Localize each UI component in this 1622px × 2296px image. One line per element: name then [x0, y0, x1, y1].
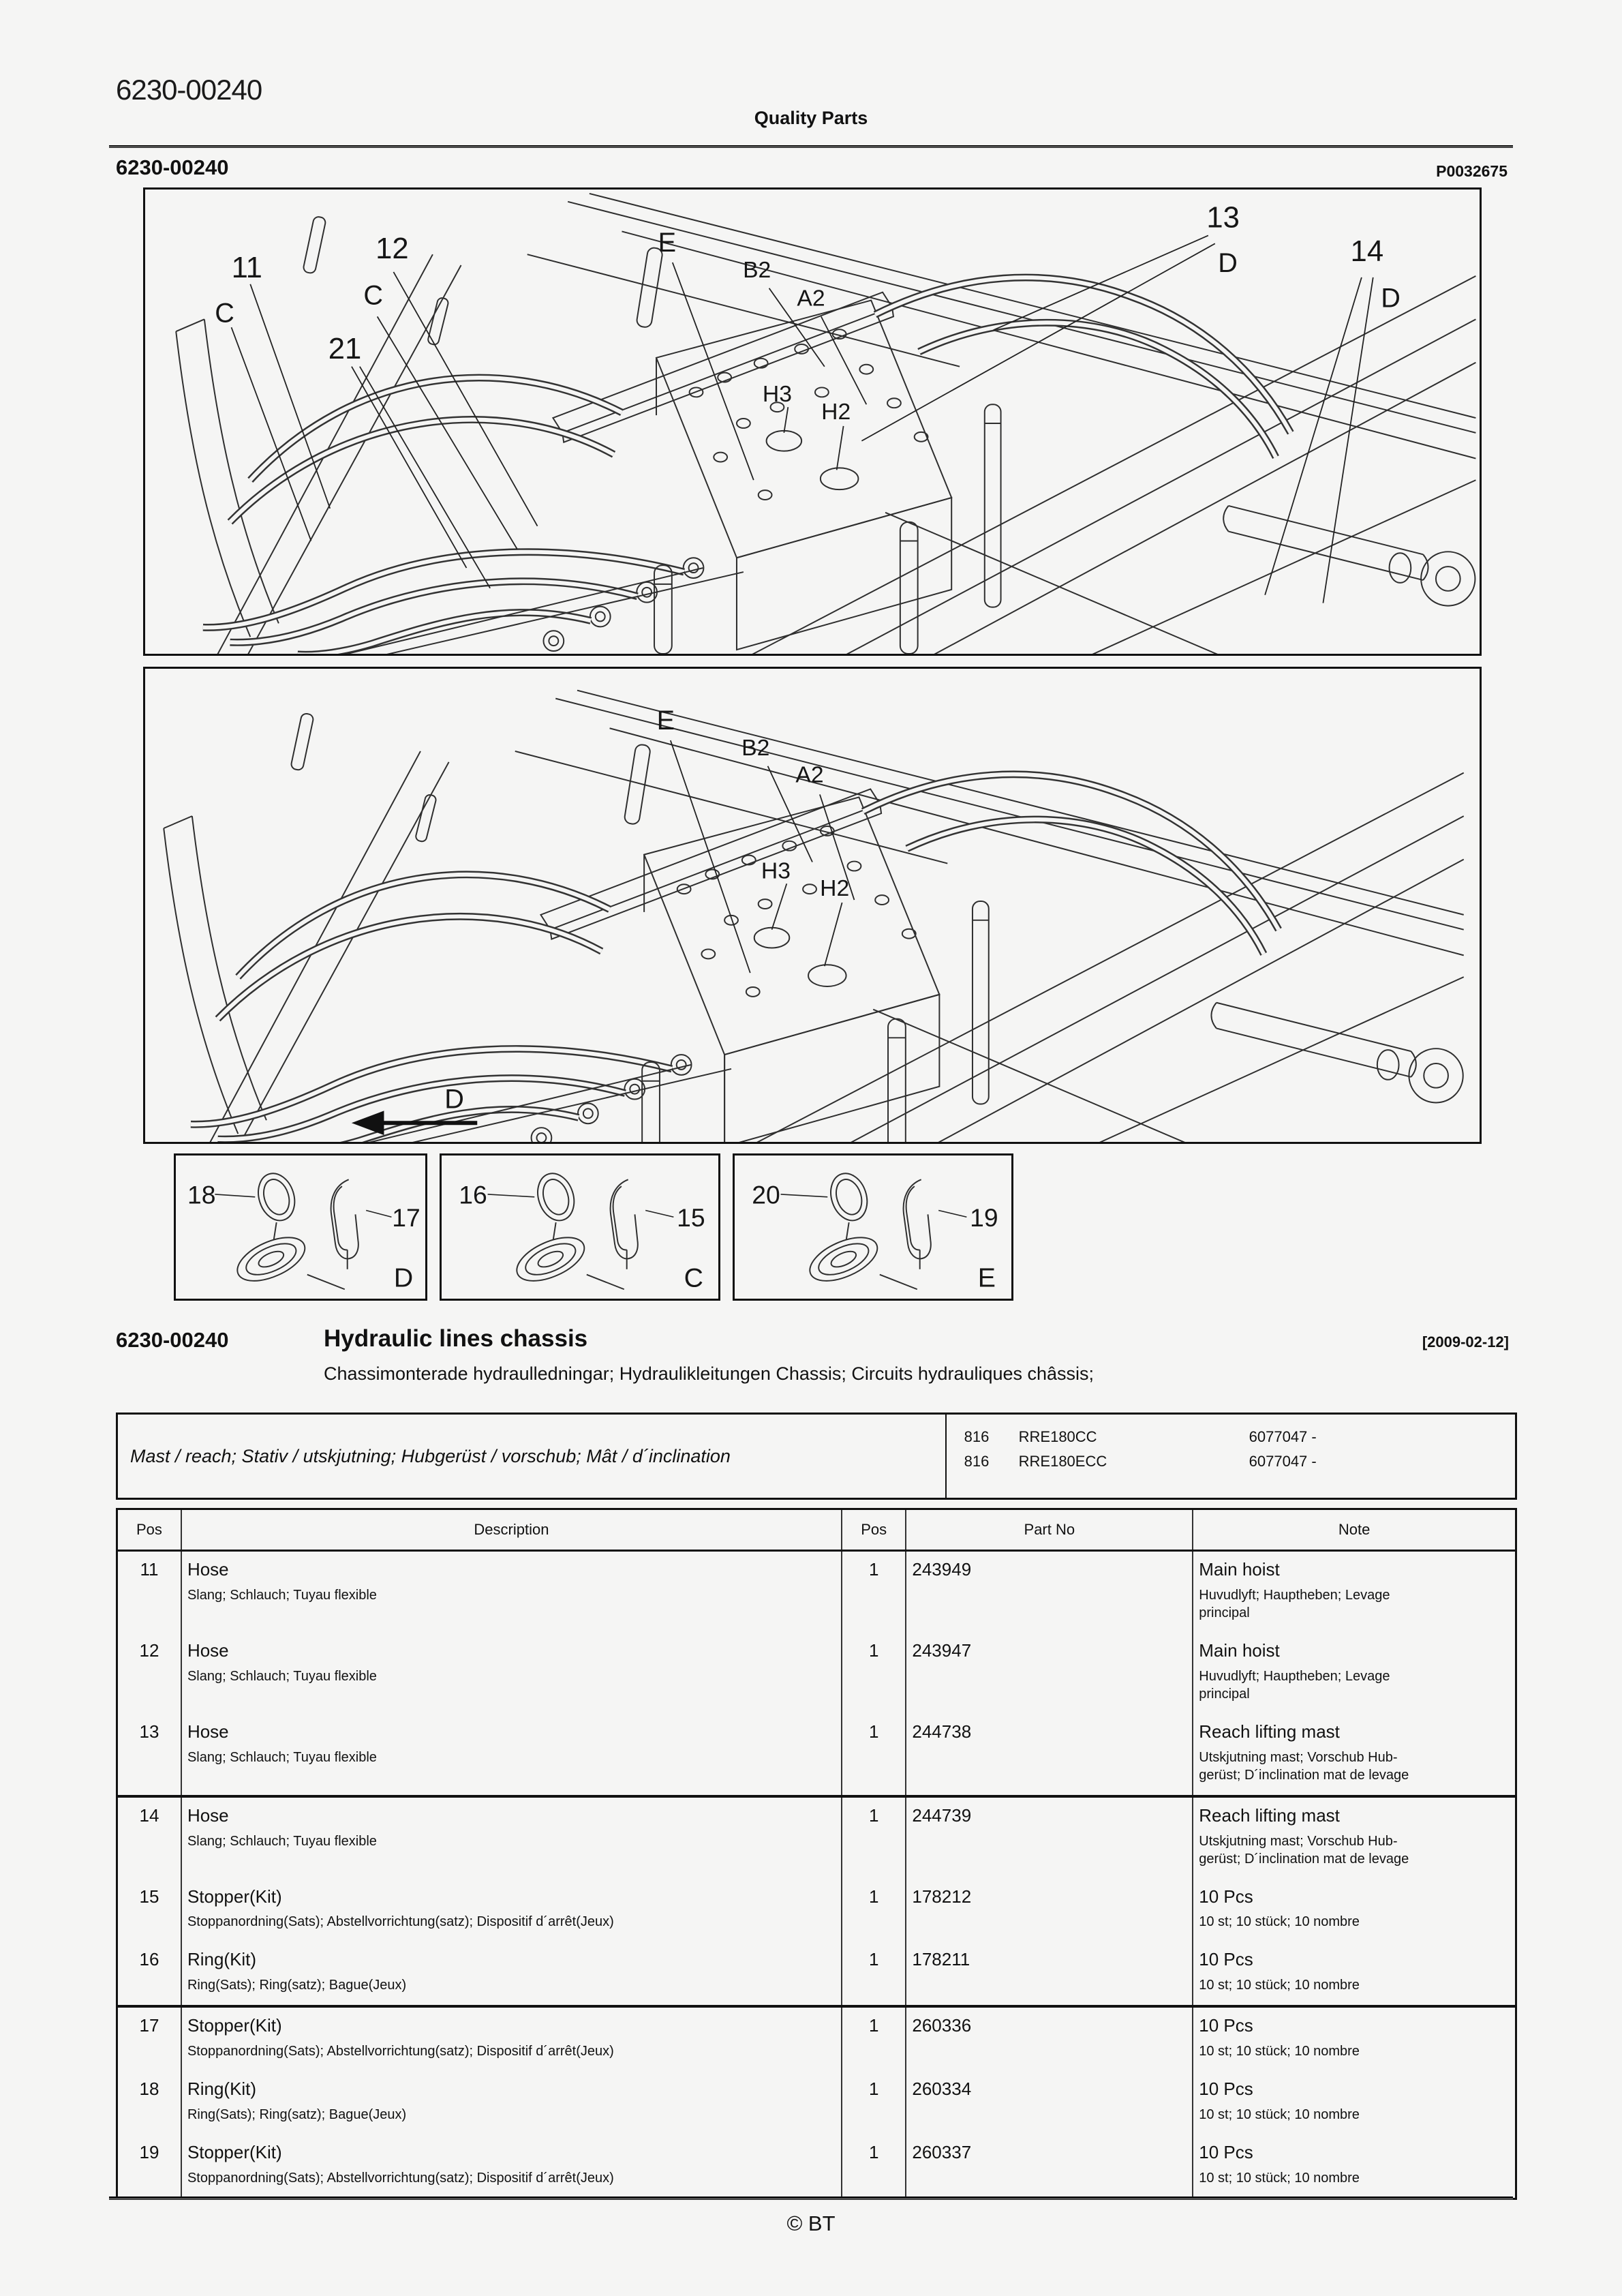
detail-ring-number-e: 20 — [752, 1180, 780, 1209]
cell-part-number: 243949 — [906, 1551, 1193, 1633]
cell-note: Main hoist Huvudlyft; Hauptheben; Levage principal — [1193, 1633, 1516, 1714]
cell-quantity: 1 — [842, 1942, 906, 2006]
cell-part-number: 244738 — [906, 1714, 1193, 1796]
copyright: © BT — [786, 2211, 836, 2235]
table-header-row — [117, 1509, 1516, 1551]
cell-part-number: 260334 — [906, 2071, 1193, 2134]
model-serial: 6077047 - — [1249, 1453, 1317, 1470]
cell-pos: 11 — [140, 1559, 159, 1580]
cell-note: 10 Pcs 10 st; 10 stück; 10 nombre — [1193, 1879, 1516, 1942]
callout-view-d-13: D — [1218, 247, 1238, 278]
callout-view-d-14: D — [1381, 283, 1401, 314]
table-row — [117, 1942, 1516, 2006]
cell-quantity: 1 — [842, 1879, 906, 1942]
cell-note: Reach lifting mast Utskjutning mast; Vorschub Hub-gerüst; D´inclination mat de levage — [1193, 1714, 1516, 1796]
detail-clip-number-e: 19 — [970, 1203, 998, 1233]
cell-description: Hose Slang; Schlauch; Tuyau flexible — [181, 1633, 842, 1714]
detail-box-c — [440, 1153, 720, 1301]
cell-quantity: 1 — [842, 1551, 906, 1633]
section-title: Hydraulic lines chassis — [324, 1325, 588, 1352]
column-header-pos: Pos — [117, 1509, 181, 1551]
cell-description: Stopper(Kit) Stoppanordning(Sats); Abstellvorrichtung(satz); Dispositif d´arrêt(Jeux) — [181, 2006, 842, 2071]
callout-11: 11 — [231, 251, 262, 284]
model-serial: 6077047 - — [1249, 1428, 1317, 1445]
model-name: RRE180CC — [1018, 1428, 1097, 1445]
detail-view-letter-d: D — [393, 1263, 414, 1293]
model-code: 816 — [964, 1453, 990, 1470]
table-row — [117, 1551, 1516, 1633]
parts-table — [116, 1508, 1517, 2200]
cell-note: 10 Pcs 10 st; 10 stück; 10 nombre — [1193, 2071, 1516, 2134]
table-row — [117, 1714, 1516, 1796]
port-label-b2: B2 — [743, 256, 771, 283]
cell-pos: 15 — [139, 1886, 159, 1907]
cell-note: Main hoist Huvudlyft; Hauptheben; Levage principal — [1193, 1551, 1516, 1633]
callout-14: 14 — [1350, 235, 1384, 269]
table-row — [117, 1796, 1516, 1879]
cell-note: Reach lifting mast Utskjutning mast; Vorschub Hub-gerüst; D´inclination mat de levage — [1193, 1796, 1516, 1879]
detail-box-d — [174, 1153, 427, 1301]
callout-view-c-2: C — [363, 280, 383, 311]
cell-pos: 18 — [139, 2079, 159, 2100]
callout-13: 13 — [1206, 201, 1240, 235]
column-header-part-no: Part No — [906, 1509, 1193, 1551]
model-row — [964, 1428, 1515, 1446]
cell-part-number: 178212 — [906, 1879, 1193, 1942]
figure-doc-number: 6230-00240 — [116, 155, 229, 179]
image-reference-number: P0032675 — [1436, 162, 1508, 180]
cell-description: Hose Slang; Schlauch; Tuyau flexible — [181, 1714, 842, 1796]
detail-clip-number-d: 17 — [392, 1203, 420, 1233]
cell-pos: 13 — [117, 1714, 181, 1796]
model-row — [964, 1453, 1515, 1470]
table-row — [117, 1633, 1516, 1714]
cell-quantity: 1 — [842, 2071, 906, 2134]
callout-view-e: E — [658, 228, 677, 258]
variant-header-box — [116, 1413, 1517, 1500]
cell-pos: 16 — [117, 1942, 181, 2006]
callout-12: 12 — [376, 232, 409, 266]
cell-quantity: 1 — [842, 1714, 906, 1796]
cell-note: 10 Pcs 10 st; 10 stück; 10 nombre — [1193, 1942, 1516, 2006]
table-row — [117, 2006, 1516, 2071]
cell-quantity: 1 — [842, 2134, 906, 2199]
port-label-b2-2: B2 — [741, 734, 770, 761]
cell-pos: 14 — [139, 1804, 159, 1826]
detail-ring-number-c: 16 — [459, 1180, 487, 1209]
section-date: [2009-02-12] — [1422, 1333, 1509, 1350]
cell-quantity: 1 — [842, 2006, 906, 2071]
diagram-2-drawing — [145, 669, 1480, 1142]
quality-parts-header: Quality Parts — [754, 108, 868, 128]
port-label-h2-2: H2 — [820, 875, 850, 902]
port-label-h3: H3 — [762, 381, 792, 408]
hydraulic-diagram-view-1 — [143, 187, 1482, 656]
cell-description: Stopper(Kit) Stoppanordning(Sats); Abstellvorrichtung(satz); Dispositif d´arrêt(Jeux) — [181, 1879, 842, 1942]
cell-pos: 17 — [139, 2015, 159, 2036]
section-number: 6230-00240 — [116, 1328, 229, 1352]
cell-description: Ring(Kit) Ring(Sats); Ring(satz); Bague(Jeux) — [181, 2071, 842, 2134]
model-name: RRE180ECC — [1018, 1453, 1107, 1470]
page-doc-number: 6230-00240 — [116, 74, 262, 106]
cell-description: Stopper(Kit) Stoppanordning(Sats); Abstellvorrichtung(satz); Dispositif d´arrêt(Jeux) — [181, 2134, 842, 2199]
callout-view-c-1: C — [215, 298, 234, 329]
section-subtitle: Chassimonterade hydraulledningar; Hydraulikleitungen Chassis; Circuits hydrauliques châssis; — [324, 1363, 1095, 1384]
cell-part-number: 178211 — [906, 1942, 1193, 2006]
detail-ring-number-d: 18 — [187, 1180, 216, 1209]
cell-part-number: 260337 — [906, 2134, 1193, 2199]
model-code: 816 — [964, 1428, 990, 1445]
variant-model-list — [947, 1415, 1515, 1498]
detail-box-e — [733, 1153, 1013, 1301]
column-header-description: Description — [181, 1509, 842, 1551]
callout-view-e-2: E — [656, 706, 675, 736]
detail-view-letter-e: E — [977, 1263, 996, 1293]
cell-note: 10 Pcs 10 st; 10 stück; 10 nombre — [1193, 2006, 1516, 2071]
cell-part-number: 244739 — [906, 1796, 1193, 1879]
cell-quantity: 1 — [842, 1796, 906, 1879]
cell-part-number: 243947 — [906, 1633, 1193, 1714]
diagram-2-leader-lines — [671, 740, 855, 973]
diagram-1-drawing — [145, 190, 1480, 654]
cell-quantity: 1 — [842, 1633, 906, 1714]
port-label-a2: A2 — [797, 285, 825, 312]
cell-description: Hose Slang; Schlauch; Tuyau flexible — [181, 1551, 842, 1633]
hydraulic-diagram-view-2 — [143, 667, 1482, 1144]
table-row — [117, 2134, 1516, 2199]
variant-description: Mast / reach; Stativ / utskjutning; Hubgerüst / vorschub; Mât / d´inclination — [118, 1415, 947, 1498]
cell-description: Ring(Kit) Ring(Sats); Ring(satz); Bague(Jeux) — [181, 1942, 842, 2006]
detail-view-letter-c: C — [684, 1263, 704, 1293]
detail-clip-number-c: 15 — [677, 1203, 705, 1233]
cell-pos: 12 — [139, 1640, 159, 1661]
direction-label-d: D — [444, 1084, 464, 1115]
cell-description: Hose Slang; Schlauch; Tuyau flexible — [181, 1796, 842, 1879]
cell-pos: 19 — [139, 2142, 159, 2163]
table-row — [117, 1879, 1516, 1942]
column-header-pos2: Pos — [842, 1509, 906, 1551]
column-header-note: Note — [1193, 1509, 1516, 1551]
port-label-a2-2: A2 — [795, 761, 824, 788]
header-rule — [109, 145, 1513, 148]
port-label-h2: H2 — [821, 399, 851, 425]
parts-table-body — [117, 1551, 1516, 2199]
footer-rule — [109, 2196, 1513, 2200]
cell-note: 10 Pcs 10 st; 10 stück; 10 nombre — [1193, 2134, 1516, 2199]
table-row — [117, 2071, 1516, 2134]
callout-21: 21 — [328, 332, 362, 365]
port-label-h3-2: H3 — [761, 858, 791, 884]
cell-part-number: 260336 — [906, 2006, 1193, 2071]
